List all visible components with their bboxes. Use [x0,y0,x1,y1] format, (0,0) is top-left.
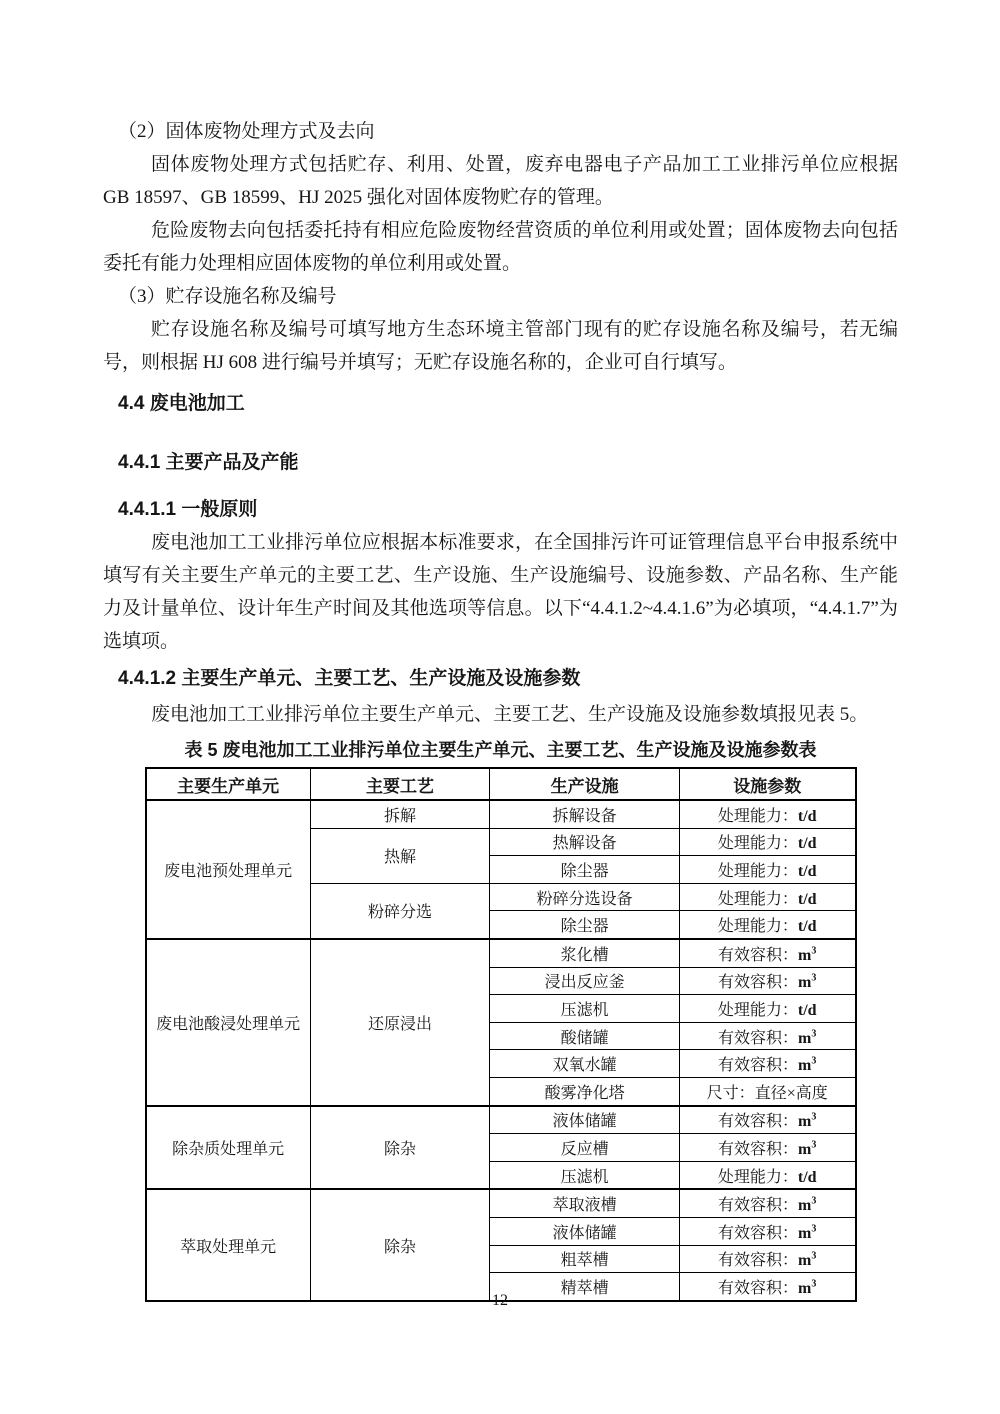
section-4-4-1-1-paragraph: 废电池加工工业排污单位应根据本标准要求，在全国排污许可证管理信息平台申报系统中填写有关主要生产单元的主要工艺、生产设施、生产设施编号、设施参数、产品名称、生产能力及计量单位、设计年生产时间及其他选项等信息。以下“4.4.1.2~4.4.1.6”为必填项，“4.4.1.7”为选填项。 [103,532,898,652]
facility-cell: 精萃槽 [490,1273,680,1301]
unit-cell: 除杂质处理单元 [146,1106,311,1190]
parameter-unit-exponent: 3 [811,1195,817,1207]
parameter-cell [679,1050,855,1078]
parameter-unit: t/d [797,918,817,936]
table-row [146,800,856,828]
parameter-unit: t/d [797,1001,817,1019]
section-4-4-1-2-heading: 4.4.1.2 主要生产单元、主要工艺、生产设施及设施参数 [118,668,581,689]
parameter-label: 有效容积： [718,1224,799,1242]
facility-cell: 萃取液槽 [490,1189,680,1217]
parameter-cell [679,856,855,884]
parameter-unit: $m^3$ [798,1112,817,1131]
parameter-unit: $m^3$ [798,1250,817,1270]
unit-cell: 废电池酸浸处理单元 [146,939,311,1106]
facility-cell: 粗萃槽 [490,1245,680,1273]
parameter-label: 处理能力： [717,835,798,853]
parameter-label: 有效容积： [718,1029,799,1047]
parameter-cell [679,939,855,967]
parameter-unit-exponent: 3 [811,1112,817,1123]
facility-cell: 热解设备 [490,828,680,856]
parameter-cell [679,1106,855,1134]
parameter-label: 有效容积： [718,1057,799,1075]
table-5 [145,767,857,1302]
item-2-paragraph-1: 固体废物处理方式包括贮存、利用、处置，废弃电器电子产品加工工业排污单位应根据 GB 18597、GB 18599、HJ 2025 强化对固体废物贮存的管理。 [103,154,898,208]
parameter-label: 有效容积： [718,1113,799,1131]
parameter-label: 有效容积： [718,1197,799,1215]
item-2-heading: （2）固体废物处理方式及去向 [118,121,375,142]
section-4-4-1-2-paragraph: 废电池加工工业排污单位主要生产单元、主要工艺、生产设施及设施参数填报见表 5。 [151,704,869,725]
parameter-unit: $m^3$ [798,973,817,992]
page-content [103,115,898,1302]
parameter-unit: $m^3$ [798,1139,817,1158]
column-header-facility: 生产设施 [490,768,680,800]
facility-cell: 浆化槽 [490,939,680,967]
facility-cell: 反应槽 [490,1134,680,1162]
section-4-4-1-heading: 4.4.1 主要产品及产能 [118,452,299,473]
facility-cell: 液体储罐 [490,1217,680,1245]
facility-cell: 浸出反应釜 [490,967,680,995]
item-3-paragraph-1: 贮存设施名称及编号可填写地方生态环境主管部门现有的贮存设施名称及编号，若无编号，则根据 HJ 608 进行编号并填写；无贮存设施名称的，企业可自行填写。 [103,319,898,373]
table-row [146,1189,856,1217]
parameter-unit-exponent: 3 [811,1055,817,1067]
parameter-cell [679,828,855,856]
parameter-unit: t/d [797,862,817,880]
parameter-unit: $m^3$ [798,1278,817,1297]
item-2-paragraph-2: 危险废物去向包括委托持有相应危险废物经营资质的单位利用或处置；固体废物去向包括委托有能力处理相应固体废物的单位利用或处置。 [103,220,898,274]
parameter-label: 有效容积： [718,1252,799,1270]
parameter-label: 处理能力： [717,862,798,880]
parameter-label: 处理能力： [717,1001,798,1019]
process-cell: 粉碎分选 [310,883,490,939]
facility-cell: 双氧水罐 [490,1050,680,1078]
facility-cell: 拆解设备 [490,800,680,828]
parameter-unit: $m^3$ [798,1195,817,1215]
facility-cell: 压滤机 [490,1161,680,1189]
parameter-unit: $m^3$ [798,1055,817,1075]
item-3-heading: （3）贮存设施名称及编号 [118,286,337,307]
parameter-unit: t/d [797,1168,817,1186]
parameter-cell [679,1077,855,1105]
parameter-label: 有效容积： [718,974,799,992]
parameter-label: 处理能力： [717,807,798,825]
section-4-4-1-1-heading: 4.4.1.1 一般原则 [118,499,258,520]
parameter-label: 尺寸： [706,1084,755,1102]
column-header-unit: 主要生产单元 [146,768,311,800]
parameter-unit-exponent: 3 [811,1223,817,1235]
parameter-unit: t/d [797,890,817,908]
parameter-cell [679,995,855,1023]
parameter-label: 有效容积： [718,1279,799,1297]
facility-cell: 除尘器 [490,856,680,884]
parameter-unit-exponent: 3 [811,1278,817,1290]
parameter-cell [679,1134,855,1162]
facility-cell: 压滤机 [490,995,680,1023]
parameter-label: 有效容积： [718,946,799,964]
facility-cell: 酸储罐 [490,1022,680,1050]
parameter-cell [679,1161,855,1189]
parameter-unit: $m^3$ [798,1223,817,1242]
process-cell: 除杂 [310,1189,490,1300]
parameter-unit-exponent: 3 [811,945,817,957]
parameter-cell [679,911,855,939]
parameter-unit-exponent: 3 [811,1028,817,1040]
parameter-cell [679,1022,855,1050]
parameter-label: 处理能力： [717,1168,798,1186]
parameter-unit: $m^3$ [798,945,817,964]
column-header-process: 主要工艺 [310,768,490,800]
table-row [146,939,856,967]
facility-cell: 液体储罐 [490,1106,680,1134]
parameter-unit: $m^3$ [798,1028,817,1047]
facility-cell: 酸雾净化塔 [490,1077,680,1105]
section-4-4-heading: 4.4 废电池加工 [118,393,245,414]
unit-cell: 废电池预处理单元 [146,800,311,939]
parameter-unit-exponent: 3 [811,973,817,985]
process-cell: 除杂 [310,1106,490,1190]
column-header-parameter: 设施参数 [679,768,855,800]
process-cell: 还原浸出 [310,939,490,1106]
facility-cell: 粉碎分选设备 [490,883,680,911]
parameter-cell [679,800,855,828]
parameter-label: 处理能力： [717,890,798,908]
parameter-cell [679,1189,855,1217]
parameter-cell [679,1245,855,1273]
table-5-caption: 表 5 废电池加工工业排污单位主要生产单元、主要工艺、生产设施及设施参数表 [184,740,817,760]
page-number: 12 [492,1292,508,1309]
parameter-unit-exponent: 3 [811,1139,817,1151]
parameter-unit-exponent: 3 [811,1250,817,1262]
parameter-label: 处理能力： [717,918,798,936]
parameter-cell [679,1217,855,1245]
process-cell: 拆解 [310,800,490,828]
parameter-unit: t/d [797,807,817,825]
unit-cell: 萃取处理单元 [146,1189,311,1300]
parameter-unit: 直径×高度 [754,1084,828,1102]
facility-cell: 除尘器 [490,911,680,939]
parameter-label: 有效容积： [718,1140,799,1158]
parameter-unit: t/d [797,835,817,853]
parameter-cell [679,967,855,995]
table-header-row [146,768,856,800]
process-cell: 热解 [310,828,490,883]
table-row [146,1106,856,1134]
parameter-cell [679,883,855,911]
